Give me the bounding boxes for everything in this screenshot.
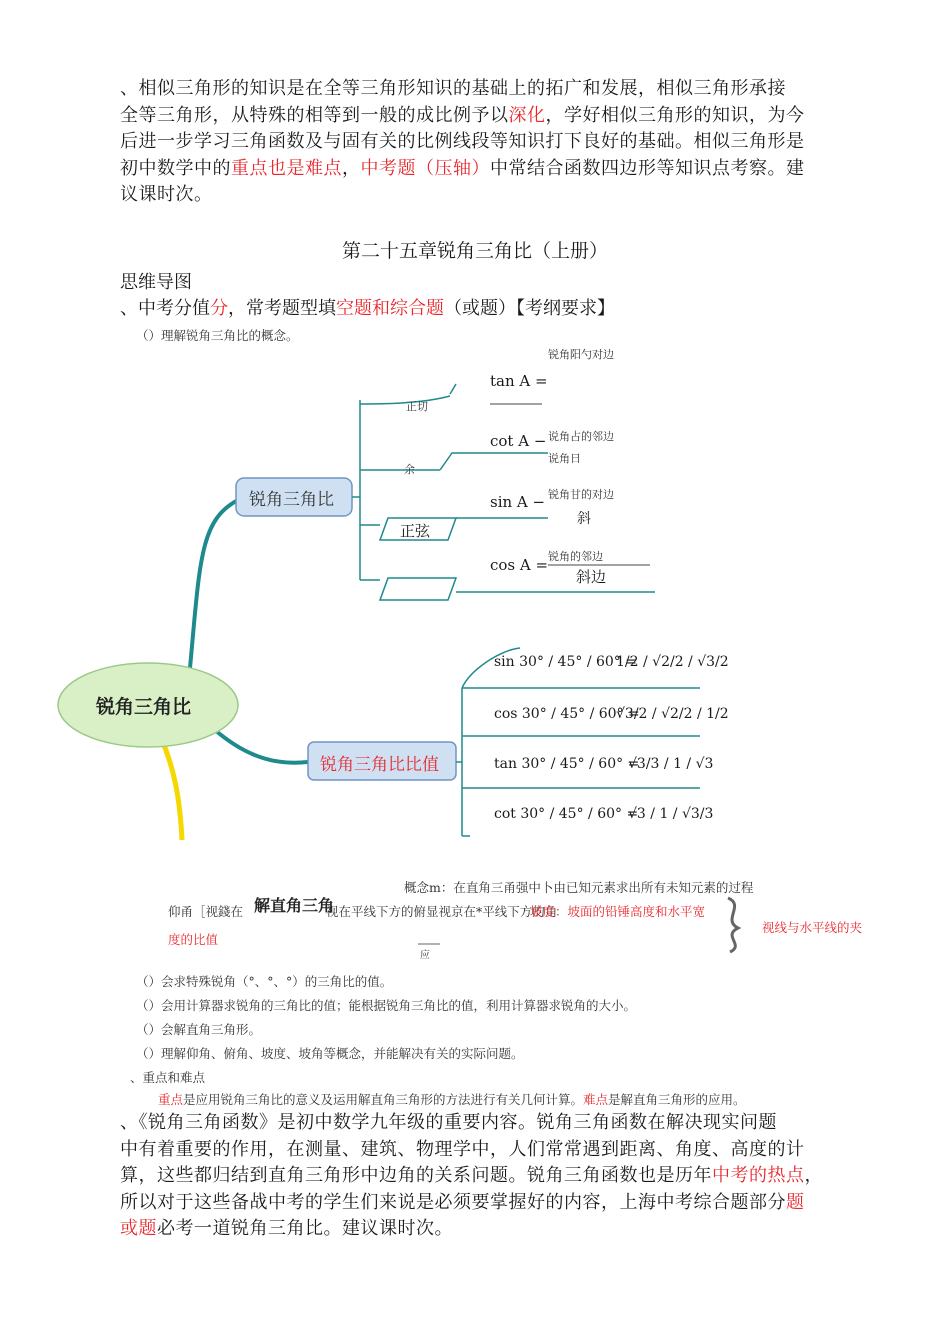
requirement-item: （）理解锐角三角比的概念。 bbox=[136, 328, 299, 343]
value-cos-left: cos 30° / 45° / 60° = bbox=[494, 706, 640, 722]
branch1-label: 锐角三角比 bbox=[249, 490, 334, 510]
brace-icon bbox=[728, 898, 738, 952]
cot-formula: cot A − bbox=[490, 432, 547, 450]
cot-denominator: 说角日 bbox=[548, 452, 581, 465]
branch3-label: 解直角三角 bbox=[254, 896, 335, 915]
ying-text: 应 bbox=[420, 950, 430, 961]
outro-line: 中有着重要的作用，在测量、建筑、物理学中，人们常常遇到距离、角度、高度的计 bbox=[120, 1138, 805, 1160]
chapter-title: 第二十五章锐角三角比（上册） bbox=[341, 240, 608, 262]
branch-line bbox=[160, 735, 182, 840]
zhengqie-label: 正切 bbox=[406, 400, 428, 413]
requirement-item: （）会求特殊锐角（°、°、°）的三角比的值。 bbox=[136, 974, 393, 989]
intro-paragraph bbox=[120, 76, 840, 209]
requirement-item: （）会用计算器求锐角的三角比的值；能根据锐角三角比的值，利用计算器求锐角的大小。 bbox=[136, 998, 637, 1013]
value-sin-left: sin 30° / 45° / 60° = bbox=[494, 654, 637, 670]
key-points: 重点是应用锐角三角比的意义及运用解直角三角形的方法进行有关几何计算。难点是解直角三角形的应用。 bbox=[158, 1092, 746, 1107]
yu-label: 余 bbox=[404, 463, 415, 476]
yangfu-mid-text: 视在平线下方的俯显视京在*平线下方的角 bbox=[326, 904, 558, 919]
sin-denominator: 斜 bbox=[577, 511, 591, 527]
intro-line: 、相似三角形的知识是在全等三角形知识的基础上的拓广和发展，相似三角形承接 bbox=[120, 78, 786, 99]
value-cot-right: √3 / 1 / √3/3 bbox=[628, 806, 714, 822]
mindmap-diagram bbox=[0, 340, 950, 960]
branch2-label: 锐角三角比比值 bbox=[320, 755, 439, 775]
intro-line: 全等三角形，从特殊的相等到一般的成比例予以深化，学好相似三角形的知识，为今 bbox=[120, 104, 805, 126]
mindmap-heading: 思维导图 bbox=[120, 272, 192, 293]
cos-formula: cos A = bbox=[490, 556, 549, 574]
outro-line: 、《锐角三角函数》是初中数学九年级的重要内容。锐角三角函数在解决现实问题 bbox=[120, 1112, 777, 1133]
outro-paragraph bbox=[120, 1110, 840, 1243]
right-text: 视线与水平线的夹 bbox=[762, 920, 863, 935]
intro-line: 初中数学中的重点也是难点，中考题（压轴）中常结合函数四边形等知识点考察。建 bbox=[120, 157, 805, 179]
outro-line: 所以对于这些备战中考的学生们来说是必须要掌握好的内容，上海中考综合题部分题 bbox=[120, 1191, 805, 1213]
tan-formula: tan A = bbox=[490, 372, 548, 390]
requirement-item: （）理解仰角、俯角、坡度、坡角等概念，并能解决有关的实际问题。 bbox=[136, 1046, 524, 1061]
branch-line bbox=[215, 730, 308, 763]
value-cot-left: cot 30° / 45° / 60° = bbox=[494, 806, 639, 822]
intro-line: 后进一步学习三角函数及与固有关的比例线段等知识打下良好的基础。相似三角形是 bbox=[120, 131, 805, 152]
cos-numerator: 锐角的邻边 bbox=[548, 550, 603, 563]
exam-info: 、中考分值分，常考题型填空题和综合题（或题）【考纲要求】 bbox=[120, 298, 615, 319]
cot-numerator: 说角占的邻边 bbox=[548, 430, 614, 443]
intro-line: 议课时次。 bbox=[120, 184, 213, 205]
sin-formula: sin A − bbox=[490, 493, 546, 511]
key-heading: 、重点和难点 bbox=[130, 1070, 206, 1085]
requirement-item: （）会解直角三角形。 bbox=[136, 1022, 262, 1037]
value-tan-right: √3/3 / 1 / √3 bbox=[628, 756, 714, 772]
concept-text: 概念m：在直角三甬强中卜由已知元素求出所有未知元素的过程 bbox=[404, 880, 754, 895]
outro-line: 或题必考一道锐角三角比。建议课时次。 bbox=[120, 1218, 453, 1239]
tan-caption: 锐角阳勺对边 bbox=[548, 348, 614, 361]
value-tan-left: tan 30° / 45° / 60° = bbox=[494, 756, 640, 772]
podu-text-2: 度的比值 bbox=[168, 932, 219, 947]
yangfu-text: 仰甬［视錢在 bbox=[168, 904, 244, 919]
podu-text: 坡度：坡面的铅锤高度和水平宽 bbox=[530, 904, 706, 919]
zhengxian-label: 正弦 bbox=[400, 522, 431, 540]
center-node-label: 锐角三角比 bbox=[96, 696, 192, 718]
value-cos-right: √3/2 / √2/2 / 1/2 bbox=[616, 706, 729, 722]
branch-line bbox=[190, 500, 238, 668]
sin-numerator: 锐角甘的对边 bbox=[548, 488, 614, 501]
cos-denominator: 斜边 bbox=[576, 568, 607, 586]
outro-line: 算，这些都归结到直角三角形中边角的关系问题。锐角三角函数也是历年中考的热点， bbox=[120, 1165, 823, 1186]
value-sin-right: 1/2 / √2/2 / √3/2 bbox=[616, 654, 729, 670]
